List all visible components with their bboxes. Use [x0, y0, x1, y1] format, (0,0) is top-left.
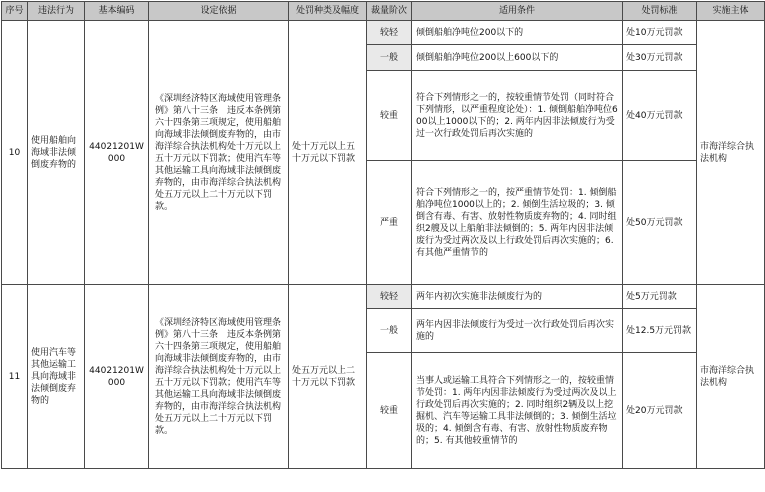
- condition-cell: 符合下列情形之一的，按严重情节处罚：1. 倾倒船舶净吨位1000以上的；2. 倾倒生活垃圾的；3. 倾倒含有毒、有害、放射性物质废弃物的；4. 同时组织2艘及以上船舶非法倾倒的；5. 两年内因非法倾废行为受过两次及以上行政处罚后再次实施的；6. 有其他严重情节的: [412, 161, 623, 285]
- code-cell: 44021201W000: [85, 285, 149, 469]
- header-standard: 处罚标准: [623, 2, 697, 21]
- header-range: 处罚种类及幅度: [289, 2, 367, 21]
- header-basis: 设定依据: [149, 2, 289, 21]
- table-row: [2, 21, 765, 45]
- level-cell: 较重: [367, 353, 412, 469]
- header-row: [2, 2, 765, 21]
- header-violation: 违法行为: [28, 2, 85, 21]
- level-cell: 一般: [367, 309, 412, 353]
- level-cell: 较轻: [367, 21, 412, 45]
- condition-cell: 倾倒船舶净吨位200以上600以下的: [412, 45, 623, 71]
- row-number: 10: [2, 21, 28, 285]
- level-cell: 较重: [367, 71, 412, 161]
- standard-cell: 处40万元罚款: [623, 71, 697, 161]
- standard-cell: 处20万元罚款: [623, 353, 697, 469]
- level-cell: 较轻: [367, 285, 412, 309]
- standard-cell: 处10万元罚款: [623, 21, 697, 45]
- violation-cell: 使用汽车等其他运输工具向海域非法倾倒废弃物的: [28, 285, 85, 469]
- header-body: 实施主体: [697, 2, 765, 21]
- row-number: 11: [2, 285, 28, 469]
- condition-cell: 当事人或运输工具符合下列情形之一的，按较重情节处罚：1. 两年内因非法倾废行为受过两次及以上行政处罚后再次实施的；2. 同时组织2辆及以上挖掘机、汽车等运输工具非法倾倒的；3. 倾倒生活垃圾的；4. 倾倒含有毒、有害、放射性物质废弃物的；5. 有其他较重情节的: [412, 353, 623, 469]
- header-no: 序号: [2, 2, 28, 21]
- standard-cell: 处5万元罚款: [623, 285, 697, 309]
- standard-cell: 处12.5万元罚款: [623, 309, 697, 353]
- basis-cell: 《深圳经济特区海域使用管理条例》第八十三条 违反本条例第六十四条第三项规定，使用船舶向海域非法倾倒废弃物的，由市海洋综合执法机构处十万元以上五十万元以下罚款；使用汽车等其他运输工具向海域非法倾倒废弃物的，由市海洋综合执法机构处五万元以上二十万元以下罚款。: [149, 285, 289, 469]
- level-cell: 严重: [367, 161, 412, 285]
- level-cell: 一般: [367, 45, 412, 71]
- table-row: [2, 285, 765, 309]
- penalty-table: [1, 1, 765, 469]
- condition-cell: 符合下列情形之一的，按较重情节处罚（同时符合下列情形，以严重程度论处）：1. 倾倒船舶净吨位600以上1000以下的；2. 两年内因非法倾废行为受过一次行政处罚后再次实施的: [412, 71, 623, 161]
- range-cell: 处五万元以上二十万元以下罚款: [289, 285, 367, 469]
- standard-cell: 处30万元罚款: [623, 45, 697, 71]
- condition-cell: 倾倒船舶净吨位200以下的: [412, 21, 623, 45]
- violation-cell: 使用船舶向海域非法倾倒废弃物的: [28, 21, 85, 285]
- header-level: 裁量阶次: [367, 2, 412, 21]
- header-condition: 适用条件: [412, 2, 623, 21]
- basis-cell: 《深圳经济特区海域使用管理条例》第八十三条 违反本条例第六十四条第三项规定，使用船舶向海域非法倾倒废弃物的，由市海洋综合执法机构处十万元以上五十万元以下罚款；使用汽车等其他运输工具向海域非法倾倒废弃物的，由市海洋综合执法机构处五万元以上二十万元以下罚款。: [149, 21, 289, 285]
- header-code: 基本编码: [85, 2, 149, 21]
- range-cell: 处十万元以上五十万元以下罚款: [289, 21, 367, 285]
- condition-cell: 两年内因非法倾废行为受过一次行政处罚后再次实施的: [412, 309, 623, 353]
- body-cell: 市海洋综合执法机构: [697, 285, 765, 469]
- code-cell: 44021201W000: [85, 21, 149, 285]
- condition-cell: 两年内初次实施非法倾废行为的: [412, 285, 623, 309]
- body-cell: 市海洋综合执法机构: [697, 21, 765, 285]
- standard-cell: 处50万元罚款: [623, 161, 697, 285]
